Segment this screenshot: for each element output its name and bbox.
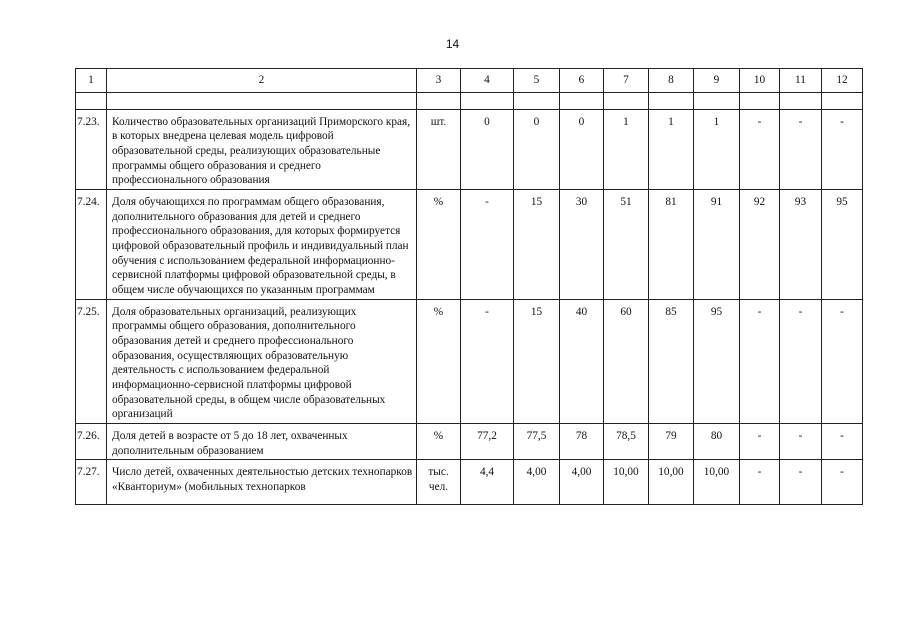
value-cell: 30 [560,190,604,300]
blank-cell [560,92,604,109]
value-cell: 40 [560,299,604,423]
value-cell: 95 [822,190,863,300]
blank-cell [417,92,461,109]
blank-cell [461,92,514,109]
header-cell: 9 [694,69,740,93]
header-cell: 5 [514,69,560,93]
value-cell: - [822,424,863,460]
value-cell: 51 [604,190,649,300]
row-number: 7.27. [76,460,107,505]
table-row [76,424,863,460]
blank-cell [604,92,649,109]
value-cell: 79 [649,424,694,460]
table-row [76,299,863,423]
indicator-description: Доля образовательных организаций, реализующих программы общего образования, дополнительного образования детей и среднего профессионального образования, осуществляющих образовательную деятельность с использованием федеральной информационно-сервисной платформы цифровой образовательной среды, в общем числе образовательных организаций [107,299,417,423]
header-cell: 11 [780,69,822,93]
table-row [76,109,863,189]
value-cell: 78 [560,424,604,460]
value-cell: 0 [560,109,604,189]
header-cell: 1 [76,69,107,93]
value-cell: 80 [694,424,740,460]
value-cell: - [822,460,863,505]
row-number: 7.23. [76,109,107,189]
header-cell: 10 [740,69,780,93]
blank-cell [76,92,107,109]
value-cell: 0 [461,109,514,189]
value-cell: 4,00 [560,460,604,505]
blank-cell [694,92,740,109]
row-number: 7.24. [76,190,107,300]
value-cell: - [780,424,822,460]
table-row [76,460,863,505]
value-cell: 95 [694,299,740,423]
blank-cell [822,92,863,109]
blank-cell [649,92,694,109]
blank-cell [514,92,560,109]
value-cell: 78,5 [604,424,649,460]
value-cell: - [461,190,514,300]
value-cell: 15 [514,299,560,423]
indicator-description: Число детей, охваченных деятельностью детских технопарков «Кванториум» (мобильных технопарков [107,460,417,505]
value-cell: 4,4 [461,460,514,505]
unit-cell: % [417,190,461,300]
value-cell: 77,2 [461,424,514,460]
header-cell: 12 [822,69,863,93]
value-cell: 0 [514,109,560,189]
value-cell: 92 [740,190,780,300]
value-cell: 81 [649,190,694,300]
blank-cell [107,92,417,109]
header-cell: 6 [560,69,604,93]
indicator-description: Доля детей в возрасте от 5 до 18 лет, охваченных дополнительным образованием [107,424,417,460]
value-cell: - [780,299,822,423]
blank-cell [740,92,780,109]
value-cell: - [740,299,780,423]
value-cell: - [740,424,780,460]
header-cell: 3 [417,69,461,93]
indicators-table [75,68,863,505]
value-cell: - [740,460,780,505]
value-cell: 1 [649,109,694,189]
header-cell: 4 [461,69,514,93]
header-cell: 7 [604,69,649,93]
value-cell: 77,5 [514,424,560,460]
value-cell: 4,00 [514,460,560,505]
value-cell: - [780,460,822,505]
value-cell: 1 [604,109,649,189]
value-cell: - [780,109,822,189]
value-cell: - [822,109,863,189]
indicator-description: Количество образовательных организаций Приморского края, в которых внедрена целевая модель цифровой образовательной среды, реализующих образовательные программы общего образования и среднего профессионального образования [107,109,417,189]
value-cell: 85 [649,299,694,423]
indicator-description: Доля обучающихся по программам общего образования, дополнительного образования для детей и среднего профессионального образования, для которых формируется цифровой образовательный профиль и индивидуальный план обучения с использованием федеральной информационно-сервисной платформы цифровой образовательной среды, в общем числе обучающихся по указанным программам [107,190,417,300]
table-row [76,190,863,300]
blank-cell [780,92,822,109]
value-cell: 60 [604,299,649,423]
value-cell: - [461,299,514,423]
unit-cell: шт. [417,109,461,189]
row-number: 7.25. [76,299,107,423]
header-cell: 2 [107,69,417,93]
page-number: 14 [445,37,460,51]
row-number: 7.26. [76,424,107,460]
value-cell: - [822,299,863,423]
value-cell: 15 [514,190,560,300]
header-cell: 8 [649,69,694,93]
blank-row [76,92,863,109]
unit-cell: % [417,299,461,423]
value-cell: 1 [694,109,740,189]
unit-cell: тыс. чел. [417,460,461,505]
value-cell: 93 [780,190,822,300]
value-cell: 10,00 [694,460,740,505]
value-cell: 10,00 [604,460,649,505]
value-cell: - [740,109,780,189]
value-cell: 10,00 [649,460,694,505]
value-cell: 91 [694,190,740,300]
header-row [76,69,863,93]
unit-cell: % [417,424,461,460]
